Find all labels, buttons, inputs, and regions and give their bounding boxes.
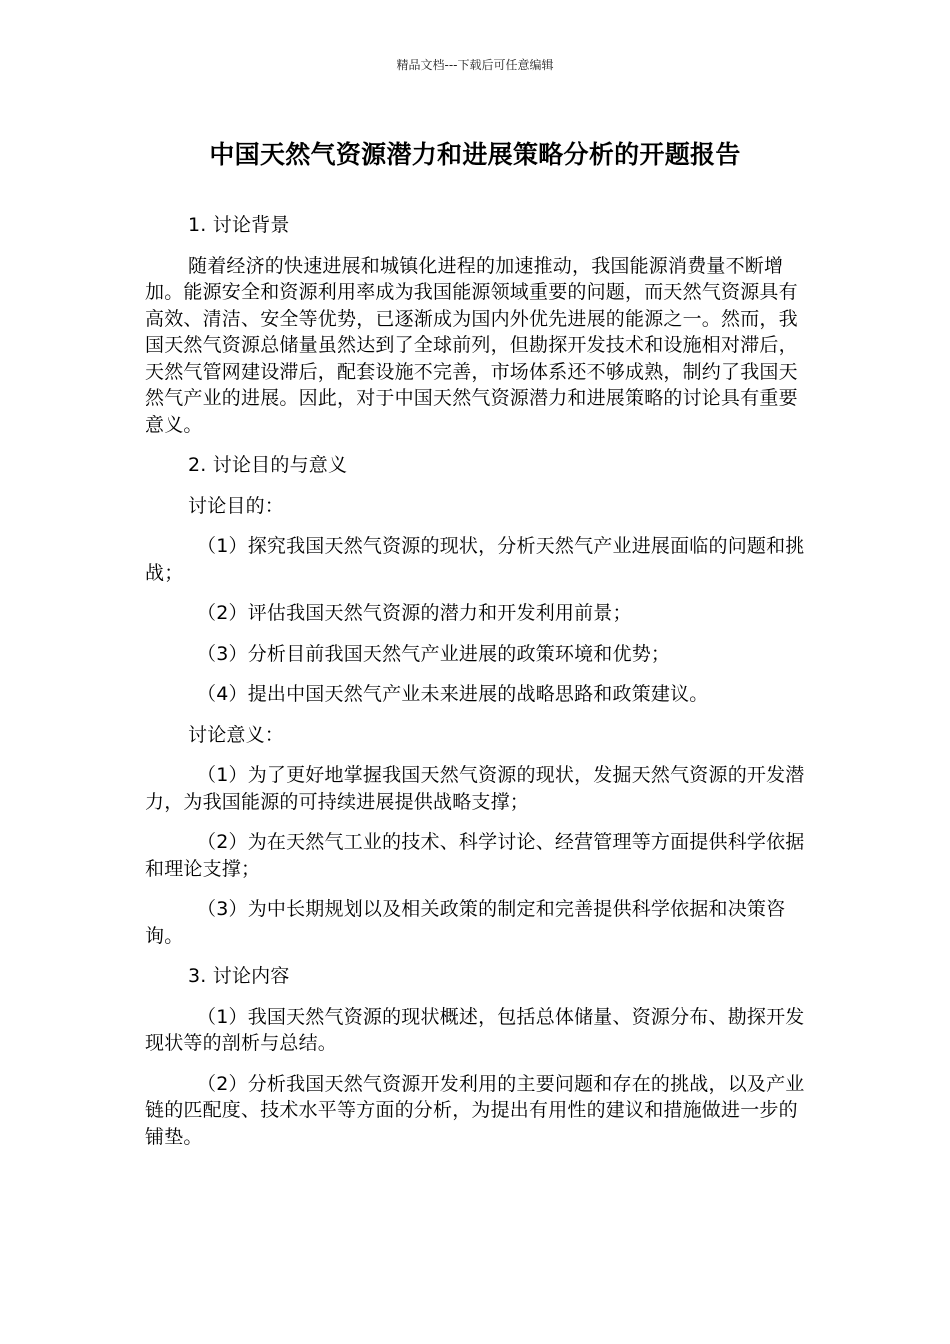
section-heading-content: 3. 讨论内容 <box>188 965 290 987</box>
document-body <box>145 212 807 1164</box>
purpose-label: 讨论目的： <box>188 494 285 517</box>
content-item-2: （2）分析我国天然气资源开发利用的主要问题和存在的挑战，以及产业链的匹配度、技术水平等方面的分析，为提出有用性的建议和措施做进一步的铺垫。 <box>145 1072 805 1148</box>
section-heading-background: 1. 讨论背景 <box>188 214 290 236</box>
significance-item-2: （2）为在天然气工业的技术、科学讨论、经营管理等方面提供科学依据和理论支撑； <box>145 831 805 880</box>
purpose-item-3: （3）分析目前我国天然气产业进展的政策环境和优势； <box>197 642 671 665</box>
significance-label: 讨论意义： <box>188 723 285 746</box>
purpose-item-4: （4）提出中国天然气产业未来进展的战略思路和政策建议。 <box>197 683 709 705</box>
significance-item-1: （1）为了更好地掌握我国天然气资源的现状，发掘天然气资源的开发潜力，为我国能源的可持续进展提供战略支撑； <box>145 764 805 813</box>
significance-item-3: （3）为中长期规划以及相关政策的制定和完善提供科学依据和决策咨询。 <box>145 898 786 947</box>
header-note: 精品文档---下载后可任意编辑 <box>396 58 554 72</box>
background-paragraph: 随着经济的快速进展和城镇化进程的加速推动，我国能源消费量不断增加。能源安全和资源利用率成为我国能源领域重要的问题，而天然气资源具有高效、清洁、安全等优势，已逐渐成为国内外优先进展的能源之一。然而，我国天然气资源总储量虽然达到了全球前列，但勘探开发技术和设施相对滞后，天然气管网建设滞后，配套设施不完善，市场体系还不够成熟，制约了我国天然气产业的进展。因此，对于中国天然气资源潜力和进展策略的讨论具有重要意义。 <box>145 254 798 436</box>
document-title: 中国天然气资源潜力和进展策略分析的开题报告 <box>209 140 741 169</box>
content-item-1: （1）我国天然气资源的现状概述，包括总体储量、资源分布、勘探开发现状等的剖析与总结。 <box>145 1005 805 1054</box>
purpose-item-1: （1）探究我国天然气资源的现状，分析天然气产业进展面临的问题和挑战； <box>145 535 805 584</box>
purpose-item-2: （2）评估我国天然气资源的潜力和开发利用前景； <box>197 602 632 624</box>
section-heading-purpose-significance: 2. 讨论目的与意义 <box>188 454 348 476</box>
